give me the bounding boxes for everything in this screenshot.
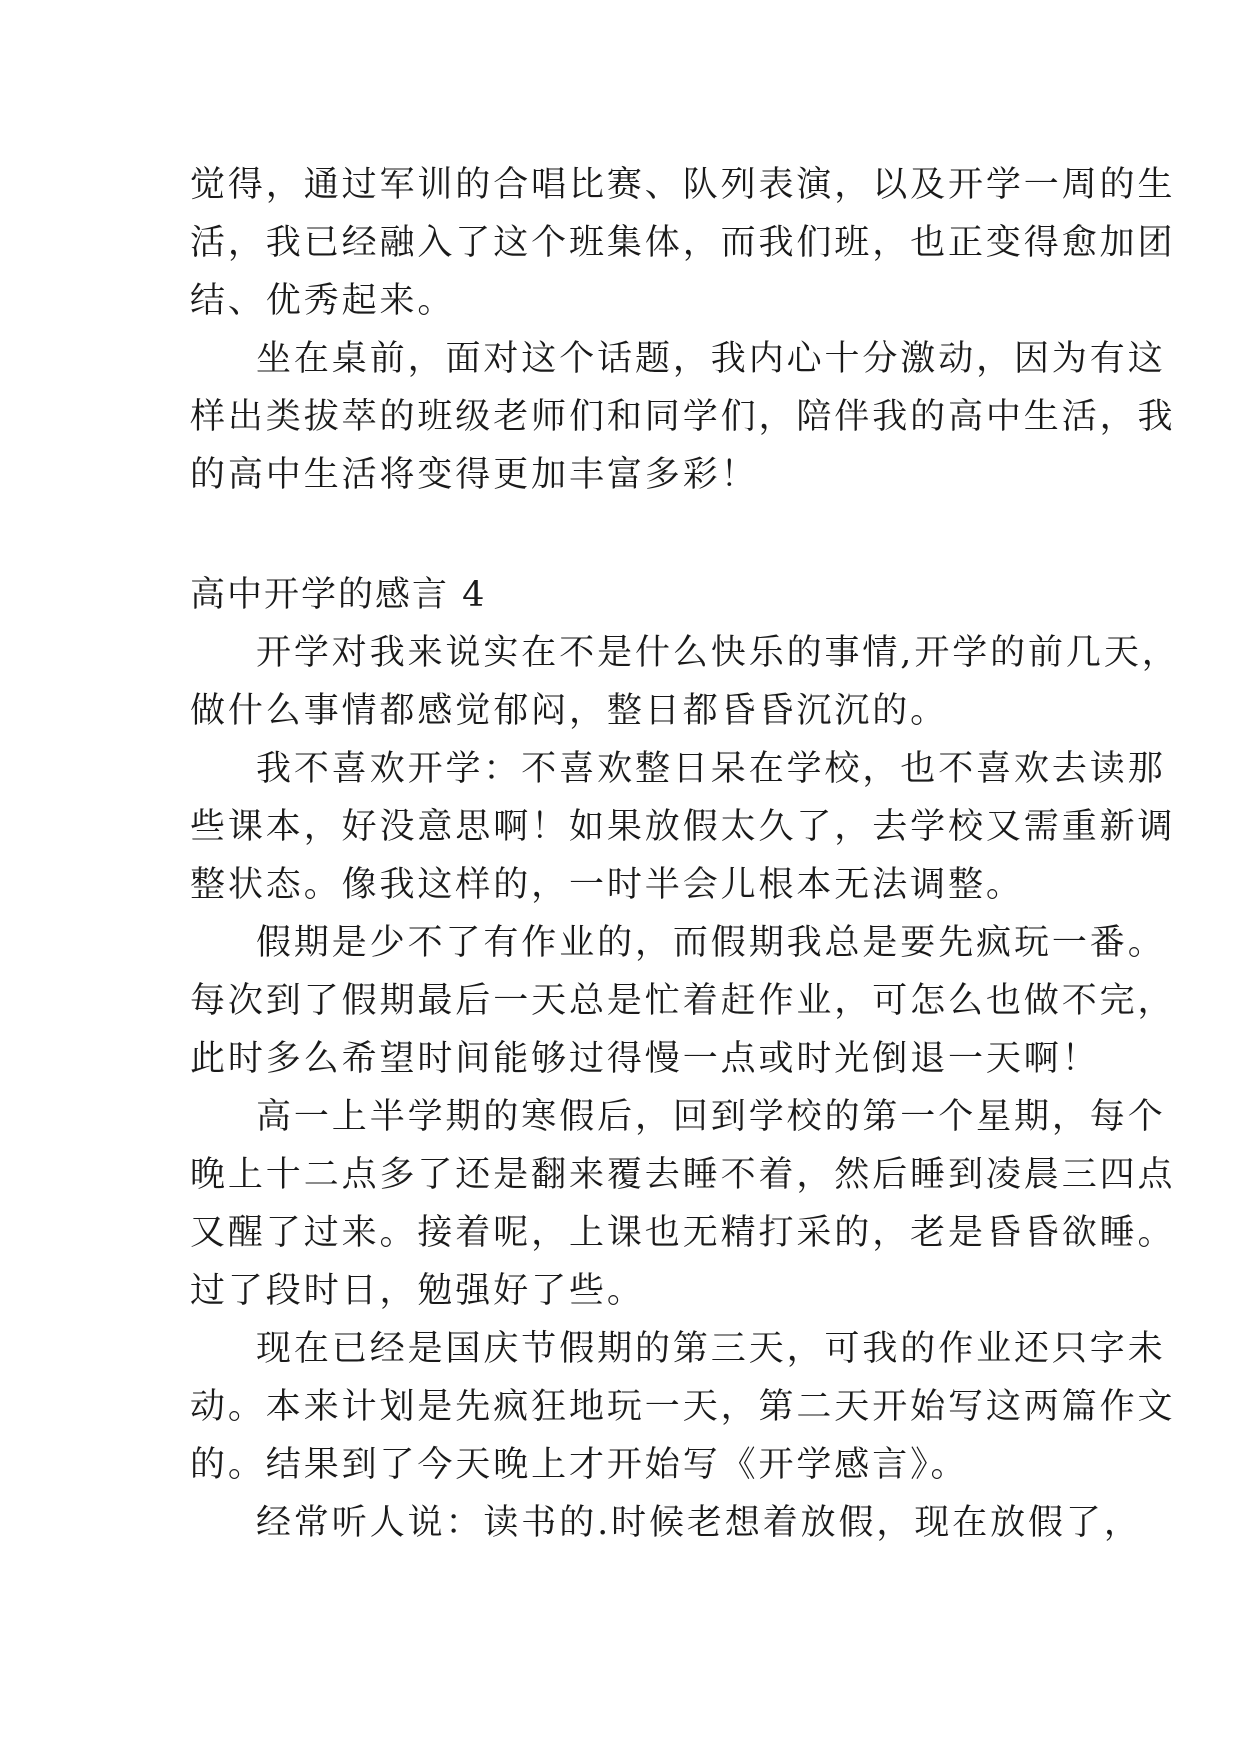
text-line: 些课本，好没意思啊！如果放假太久了，去学校又需重新调: [190, 807, 1176, 847]
text-line: 的。结果到了今天晚上才开始写《开学感言》。: [190, 1445, 969, 1485]
text-line: 结、优秀起来。: [190, 281, 456, 321]
text-line: 做什么事情都感觉郁闷，整日都昏昏沉沉的。: [190, 691, 949, 731]
paragraph-first-line: 高一上半学期的寒假后，回到学校的第一个星期，每个: [256, 1097, 1166, 1137]
paragraph-first-line: 经常听人说：读书的.时候老想着放假，现在放假了，: [256, 1503, 1142, 1543]
text-line: 活，我已经融入了这个班集体，而我们班，也正变得愈加团: [190, 223, 1176, 263]
text-line: 觉得，通过军训的合唱比赛、队列表演，以及开学一周的生: [190, 165, 1176, 205]
text-line: 每次到了假期最后一天总是忙着赶作业，可怎么也做不完，: [190, 981, 1176, 1021]
text-line: 晚上十二点多了还是翻来覆去睡不着，然后睡到凌晨三四点: [190, 1155, 1176, 1195]
text-line: 整状态。像我这样的，一时半会儿根本无法调整。: [190, 865, 1024, 905]
text-line: 过了段时日，勉强好了些。: [190, 1271, 645, 1311]
text-line: 动。本来计划是先疯狂地玩一天，第二天开始写这两篇作文: [190, 1387, 1176, 1427]
paragraph-first-line: 坐在桌前，面对这个话题，我内心十分激动，因为有这: [256, 339, 1166, 379]
text-line: 又醒了过来。接着呢，上课也无精打采的，老是昏昏欲睡。: [190, 1213, 1176, 1253]
text-line: 样出类拔萃的班级老师们和同学们，陪伴我的高中生活，我: [190, 397, 1176, 437]
paragraph-first-line: 现在已经是国庆节假期的第三天，可我的作业还只字未: [256, 1329, 1166, 1369]
paragraph-first-line: 开学对我来说实在不是什么快乐的事情,开学的前几天，: [256, 633, 1180, 673]
paragraph-first-line: 我不喜欢开学：不喜欢整日呆在学校，也不喜欢去读那: [256, 749, 1166, 789]
section-heading: 高中开学的感言 4: [190, 575, 487, 615]
text-line: 的高中生活将变得更加丰富多彩！: [190, 455, 759, 495]
paragraph-first-line: 假期是少不了有作业的，而假期我总是要先疯玩一番。: [256, 923, 1166, 963]
text-line: 此时多么希望时间能够过得慢一点或时光倒退一天啊！: [190, 1039, 1100, 1079]
